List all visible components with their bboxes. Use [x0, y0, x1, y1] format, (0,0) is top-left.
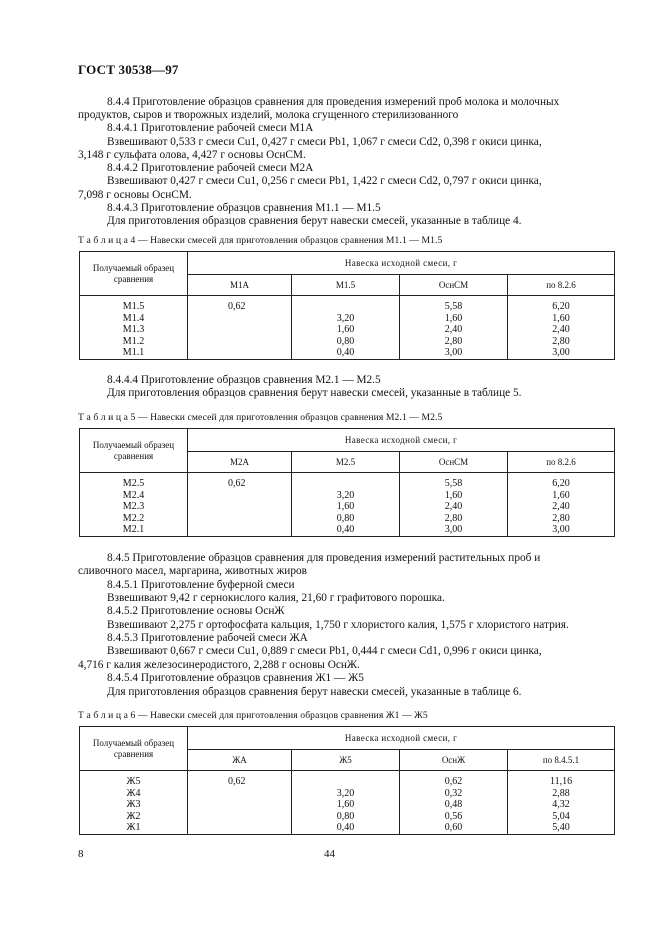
- value-cell: 1,60: [292, 324, 400, 336]
- table-row: [80, 799, 615, 811]
- group-header-cell: Навеска исходной смеси, г: [188, 727, 615, 750]
- section-8-4-4-3-heading: 8.4.4.3 Приготовление образцов сравнения М1.1 — М1.5: [107, 202, 381, 214]
- value-cell: [188, 490, 292, 502]
- group-header-cell: Навеска исходной смеси, г: [188, 252, 615, 275]
- value-cell: 0,32: [400, 788, 508, 800]
- sample-cell: М2.5: [80, 473, 188, 490]
- standard-header: ГОСТ 30538—97: [78, 62, 179, 77]
- table-6-caption: Т а б л и ц а 6 — Навески смесей для приготовления образцов сравнения Ж1 — Ж5: [78, 710, 428, 721]
- value-cell: 2,80: [508, 513, 615, 525]
- paragraph-line: Для приготовления образцов сравнения берут навески смесей, указанные в таблице 5.: [107, 387, 522, 399]
- sample-cell: М2.2: [80, 513, 188, 525]
- value-cell: 1,60: [292, 799, 400, 811]
- sample-cell: Ж3: [80, 799, 188, 811]
- paragraph-line: продуктов, сыров и творожных изделий, молока сгущенного стерилизованного: [78, 109, 459, 121]
- value-cell: 0,56: [400, 811, 508, 823]
- value-cell: 0,40: [292, 524, 400, 536]
- paragraph-line: 7,098 г основы ОснСМ.: [78, 189, 192, 201]
- table-row: [80, 336, 615, 348]
- paragraph-line: сливочного масел, маргарина, животных жиров: [78, 565, 307, 577]
- table-row: [80, 513, 615, 525]
- table-row: [80, 296, 615, 313]
- value-cell: [188, 799, 292, 811]
- table-row: [80, 347, 615, 359]
- paragraph-line: Взвешивают 9,42 г сернокислого калия, 21,60 г графитового порошка.: [107, 592, 445, 604]
- value-cell: 0,80: [292, 336, 400, 348]
- value-cell: 2,40: [400, 324, 508, 336]
- column-header: М2.5: [292, 452, 400, 473]
- value-cell: [188, 822, 292, 834]
- value-cell: 2,80: [508, 336, 615, 348]
- sample-cell: М1.4: [80, 313, 188, 325]
- value-cell: 1,60: [292, 501, 400, 513]
- value-cell: 3,00: [508, 524, 615, 536]
- group-header-cell: Навеска исходной смеси, г: [188, 429, 615, 452]
- value-cell: 5,58: [400, 473, 508, 490]
- value-cell: 0,40: [292, 822, 400, 834]
- page-number-center: 44: [324, 848, 335, 860]
- section-8-4-5-2-heading: 8.4.5.2 Приготовление основы ОснЖ: [107, 605, 285, 617]
- value-cell: [188, 501, 292, 513]
- value-cell: [188, 513, 292, 525]
- value-cell: 5,40: [508, 822, 615, 834]
- value-cell: 3,00: [508, 347, 615, 359]
- table-4: [79, 251, 615, 360]
- value-cell: 0,62: [188, 771, 292, 788]
- column-header: Ж5: [292, 750, 400, 771]
- table-row: [80, 501, 615, 513]
- section-8-4-5-heading: 8.4.5 Приготовление образцов сравнения для проведения измерений растительных проб и: [107, 552, 541, 564]
- value-cell: 1,60: [508, 490, 615, 502]
- value-cell: 0,40: [292, 347, 400, 359]
- value-cell: [292, 771, 400, 788]
- value-cell: 1,60: [508, 313, 615, 325]
- value-cell: 0,62: [188, 296, 292, 313]
- sample-cell: М1.3: [80, 324, 188, 336]
- table-row: [80, 811, 615, 823]
- value-cell: 2,40: [400, 501, 508, 513]
- paragraph-line: Взвешивают 2,275 г ортофосфата кальция, 1,750 г хлористого калия, 1,575 г хлористого натрия.: [107, 619, 569, 631]
- table-row: [80, 822, 615, 834]
- value-cell: [188, 811, 292, 823]
- column-header: ОснСМ: [400, 452, 508, 473]
- column-header: ЖА: [188, 750, 292, 771]
- column-header: М1А: [188, 275, 292, 296]
- section-8-4-5-4-heading: 8.4.5.4 Приготовление образцов сравнения Ж1 — Ж5: [107, 672, 364, 684]
- value-cell: 2,80: [400, 513, 508, 525]
- value-cell: 3,20: [292, 490, 400, 502]
- table-row: [80, 788, 615, 800]
- column-header: ОснСМ: [400, 275, 508, 296]
- column-header: по 8.2.6: [508, 452, 615, 473]
- sample-cell: М2.1: [80, 524, 188, 536]
- table-row: [80, 524, 615, 536]
- value-cell: 0,48: [400, 799, 508, 811]
- value-cell: 2,40: [508, 324, 615, 336]
- column-header: М1.5: [292, 275, 400, 296]
- value-cell: 6,20: [508, 473, 615, 490]
- paragraph-line: Взвешивают 0,667 г смеси Cu1, 0,889 г смеси Pb1, 0,444 г смеси Cd1, 0,996 г окиси цинка,: [107, 645, 542, 657]
- value-cell: 3,00: [400, 524, 508, 536]
- value-cell: [292, 296, 400, 313]
- value-cell: 3,00: [400, 347, 508, 359]
- value-cell: 2,88: [508, 788, 615, 800]
- table-row: [80, 313, 615, 325]
- paragraph-line: 3,148 г сульфата олова, 4,427 г основы ОснСМ.: [78, 149, 306, 161]
- table-row: [80, 324, 615, 336]
- row-header-cell: Получаемый образец сравнения: [80, 252, 188, 296]
- value-cell: 6,20: [508, 296, 615, 313]
- table-row: [80, 473, 615, 490]
- column-header: по 8.2.6: [508, 275, 615, 296]
- sample-cell: М1.5: [80, 296, 188, 313]
- value-cell: [188, 788, 292, 800]
- value-cell: 1,60: [400, 490, 508, 502]
- table-row: [80, 771, 615, 788]
- sample-cell: М2.3: [80, 501, 188, 513]
- value-cell: 5,58: [400, 296, 508, 313]
- value-cell: 5,04: [508, 811, 615, 823]
- value-cell: 0,80: [292, 513, 400, 525]
- column-header: ОснЖ: [400, 750, 508, 771]
- value-cell: [188, 324, 292, 336]
- section-8-4-4-heading: 8.4.4 Приготовление образцов сравнения для проведения измерений проб молока и молочных: [107, 96, 560, 108]
- section-8-4-5-1-heading: 8.4.5.1 Приготовление буферной смеси: [107, 579, 295, 591]
- sample-cell: М1.1: [80, 347, 188, 359]
- section-8-4-5-3-heading: 8.4.5.3 Приготовление рабочей смеси ЖА: [107, 632, 308, 644]
- value-cell: 2,40: [508, 501, 615, 513]
- value-cell: 0,60: [400, 822, 508, 834]
- value-cell: [188, 347, 292, 359]
- sample-cell: М1.2: [80, 336, 188, 348]
- value-cell: 0,62: [188, 473, 292, 490]
- value-cell: 0,62: [400, 771, 508, 788]
- value-cell: 0,80: [292, 811, 400, 823]
- column-header: М2А: [188, 452, 292, 473]
- value-cell: [188, 524, 292, 536]
- table-5: [79, 428, 615, 537]
- sample-cell: Ж4: [80, 788, 188, 800]
- page-number-left: 8: [78, 848, 84, 860]
- row-header-cell: Получаемый образец сравнения: [80, 429, 188, 473]
- sample-cell: Ж2: [80, 811, 188, 823]
- table-row: [80, 490, 615, 502]
- value-cell: 1,60: [400, 313, 508, 325]
- section-8-4-4-4-heading: 8.4.4.4 Приготовление образцов сравнения М2.1 — М2.5: [107, 374, 381, 386]
- paragraph-line: Для приготовления образцов сравнения берут навески смесей, указанные в таблице 4.: [107, 215, 522, 227]
- value-cell: 3,20: [292, 788, 400, 800]
- value-cell: [292, 473, 400, 490]
- table-4-caption: Т а б л и ц а 4 — Навески смесей для приготовления образцов сравнения М1.1 — М1.5: [78, 235, 443, 246]
- value-cell: [188, 336, 292, 348]
- value-cell: 11,16: [508, 771, 615, 788]
- sample-cell: Ж5: [80, 771, 188, 788]
- value-cell: 2,80: [400, 336, 508, 348]
- value-cell: 4,32: [508, 799, 615, 811]
- sample-cell: Ж1: [80, 822, 188, 834]
- value-cell: 3,20: [292, 313, 400, 325]
- section-8-4-4-2-heading: 8.4.4.2 Приготовление рабочей смеси М2А: [107, 162, 314, 174]
- paragraph-line: Для приготовления образцов сравнения берут навески смесей, указанные в таблице 6.: [107, 686, 522, 698]
- table-5-caption: Т а б л и ц а 5 — Навески смесей для приготовления образцов сравнения М2.1 — М2.5: [78, 412, 443, 423]
- paragraph-line: 4,716 г калия железосинеродистого, 2,288 г основы ОснЖ.: [78, 659, 360, 671]
- value-cell: [188, 313, 292, 325]
- section-8-4-4-1-heading: 8.4.4.1 Приготовление рабочей смеси М1А: [107, 122, 314, 134]
- sample-cell: М2.4: [80, 490, 188, 502]
- row-header-cell: Получаемый образец сравнения: [80, 727, 188, 771]
- paragraph-line: Взвешивают 0,427 г смеси Cu1, 0,256 г смеси Pb1, 1,422 г смеси Cd2, 0,797 г окиси цинка,: [107, 175, 542, 187]
- column-header: по 8.4.5.1: [508, 750, 615, 771]
- paragraph-line: Взвешивают 0,533 г смеси Cu1, 0,427 г смеси Pb1, 1,067 г смеси Cd2, 0,398 г окиси цинка,: [107, 136, 542, 148]
- table-6: [79, 726, 615, 835]
